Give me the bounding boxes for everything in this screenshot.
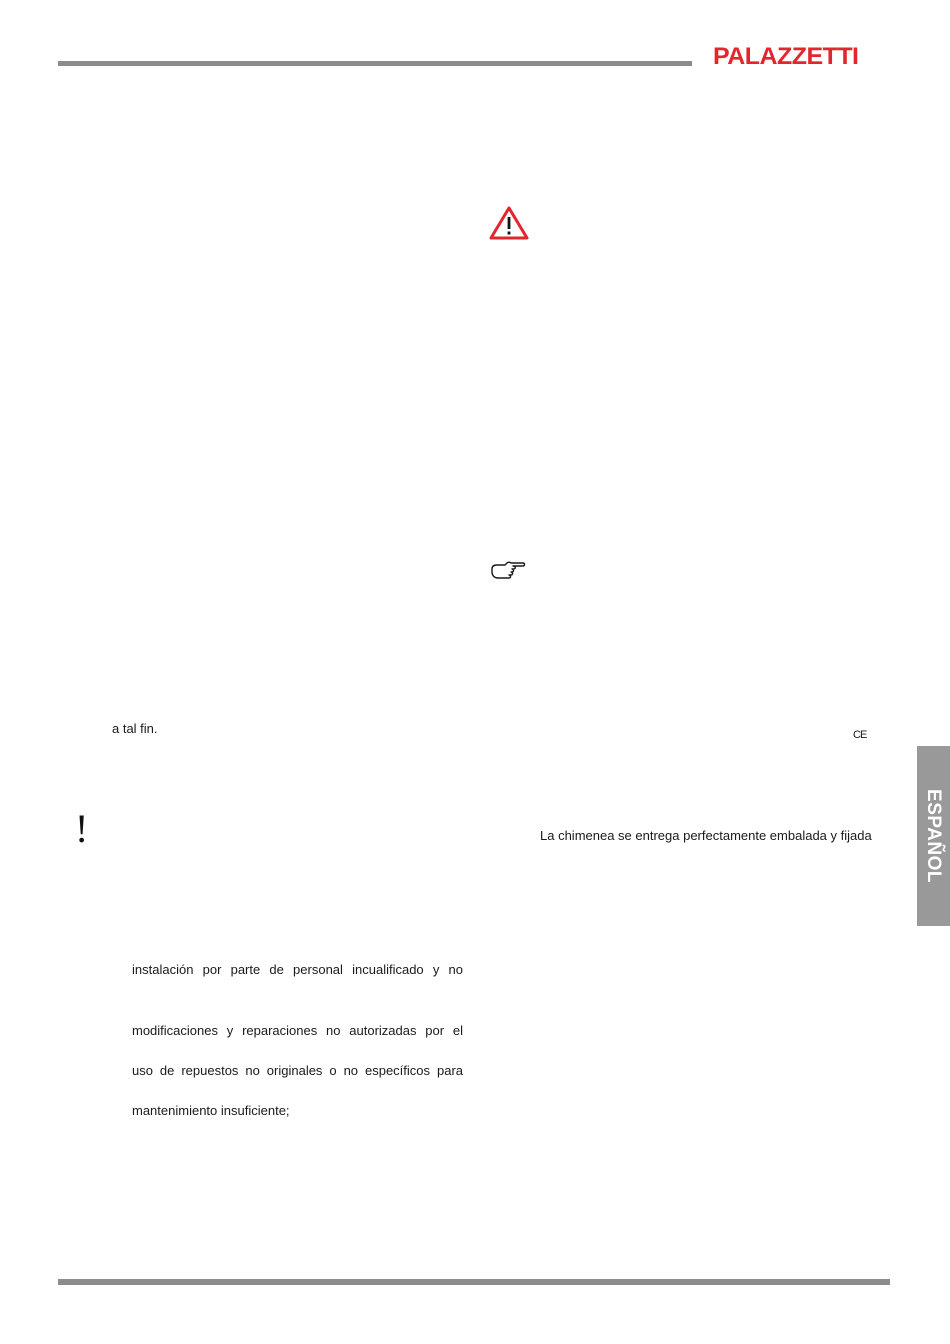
warning-triangle-icon — [489, 206, 529, 240]
list-item: modificaciones y reparaciones no autorizadas por el — [132, 1023, 463, 1038]
list-item: instalación por parte de personal incualificado y no — [132, 962, 463, 977]
exclamation-icon: ! — [75, 806, 89, 851]
footer-rule — [58, 1279, 890, 1285]
right-fragment-text: La chimenea se entrega perfectamente embalada y fijada — [540, 828, 872, 843]
left-fragment-text: a tal fin. — [112, 721, 158, 736]
language-tab-label: ESPAÑOL — [923, 789, 944, 883]
pointing-hand-icon — [489, 560, 527, 584]
list-item: mantenimiento insuficiente; — [132, 1103, 290, 1118]
list-item: uso de repuestos no originales o no específicos para — [132, 1063, 463, 1078]
language-tab — [917, 746, 950, 926]
header-rule — [58, 61, 692, 66]
brand-logo: PALAZZETTI — [713, 43, 859, 70]
ce-mark-icon: CE — [853, 729, 867, 741]
